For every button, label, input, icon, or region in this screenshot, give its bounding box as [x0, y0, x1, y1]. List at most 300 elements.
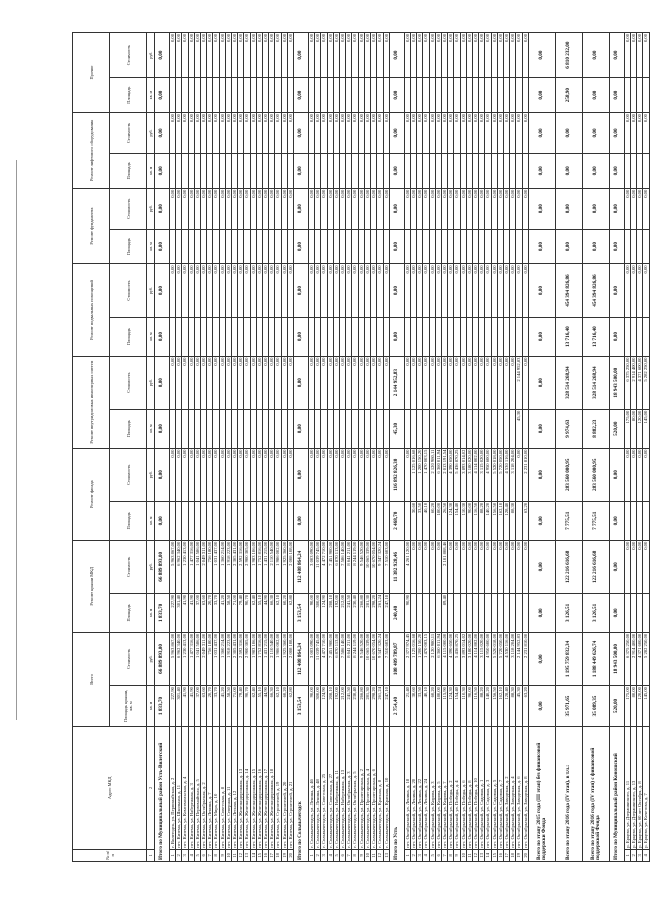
row-value: 0,00: [263, 448, 269, 501]
subtotal-cell: 122 216 616,68: [555, 540, 582, 593]
row-value: 33,50: [417, 501, 423, 540]
row-value: 5 720 050,00: [497, 448, 503, 501]
row-value: 0,00: [497, 540, 503, 593]
row-value: 0,00: [275, 33, 281, 78]
subtotal-cell: 0,00: [294, 229, 309, 264]
row-value: 0,00: [269, 113, 275, 154]
col-header-cost: Стоимость: [110, 264, 147, 317]
row-value: 0,00: [637, 113, 643, 154]
row-value: 2 120 980,11: [429, 632, 435, 685]
row-value: 90,70: [244, 593, 250, 632]
row-value: 6 962 340,00: [176, 632, 182, 685]
row-value: 0,00: [250, 188, 256, 229]
row-value: 0,00: [624, 540, 630, 593]
row-value: 1 125 016,68: [410, 448, 416, 501]
subtotal-cell: 0,00: [155, 113, 170, 154]
row-value: 756 180,00: [207, 632, 213, 685]
row-value: 0,00: [219, 448, 225, 501]
row-value: 1 752 816,00: [256, 632, 262, 685]
row-value: 10 670 054,00: [371, 632, 377, 685]
row-address: г. Сольвычегодск, ул. Красная, д. 8: [377, 726, 383, 849]
row-value: 0,00: [377, 356, 383, 409]
row-address: пгт. Октябрьский, ул. Победы, д. 10: [472, 726, 478, 849]
row-address: пгт. Октябрьский, ул. Ленина, д. 24: [423, 726, 429, 849]
row-value: 0,00: [472, 264, 478, 317]
row-value: 0,00: [637, 448, 643, 501]
row-value: 0,00: [176, 188, 182, 229]
row-value: 192,00: [333, 686, 339, 727]
row-value: 230,40: [352, 593, 358, 632]
row-value: 0,00: [454, 356, 460, 409]
row-value: 298,20: [371, 686, 377, 727]
row-value: 266,80: [358, 593, 364, 632]
row-value: 212,00: [340, 686, 346, 727]
row-value: 0,00: [510, 540, 516, 593]
row-value: 0,00: [454, 113, 460, 154]
col-header-address: Адрес МКД: [73, 726, 147, 849]
row-value: 0,00: [503, 33, 509, 78]
row-number: 4: [423, 849, 429, 861]
row-number: 19: [281, 849, 287, 861]
subtotal-cell: 0,00: [155, 409, 170, 448]
row-address: пгт. Октябрьский, ул. Ленина, д. 20: [410, 726, 416, 849]
row-address: пгт. Кизема, ул. Комсомольская, д. 4: [182, 726, 188, 849]
row-value: 44,90: [263, 593, 269, 632]
row-value: 0,00: [485, 264, 491, 317]
row-address: пгт. Кизема, ул. Школьная, д. 11: [176, 726, 182, 849]
row-address: г. Сольвычегодск, ул. Набережная, д. 11: [333, 726, 339, 849]
row-address: пгт. Кизема, ул. Железнодорожная, д. 15: [250, 726, 256, 849]
row-value: 1 230 413,00: [182, 632, 188, 685]
row-value: 298,20: [371, 593, 377, 632]
row-value: 0,00: [417, 540, 423, 593]
row-address: пгт. Кизема, ул. Железнодорожная, д. 14: [244, 726, 250, 849]
row-value: 0,00: [410, 188, 416, 229]
subtotal-cell: 0,00: [155, 33, 170, 78]
row-address: пгт. Кизема, ул. Железнодорожная, д. 18: [269, 726, 275, 849]
row-value: 5 436 870,25: [454, 632, 460, 685]
row-value: 0,00: [364, 33, 370, 78]
row-value: 40,10: [423, 686, 429, 727]
subtotal-cell: 0,00: [609, 501, 624, 540]
row-value: 1 041 586,00: [194, 540, 200, 593]
row-value: 3 180 020,00: [466, 448, 472, 501]
row-address: пгт. Кизема, ул. Лесная, д. 12: [232, 726, 238, 849]
row-value: 2 592 316,00: [238, 540, 244, 593]
row-value: 0,00: [377, 113, 383, 154]
row-value: 0,00: [472, 33, 478, 78]
row-value: 0,00: [269, 33, 275, 78]
row-value: 60,20: [281, 686, 287, 727]
row-value: 37,00: [194, 593, 200, 632]
row-value: 0,00: [232, 264, 238, 317]
row-value: [643, 317, 649, 356]
row-value: 66,30: [269, 686, 275, 727]
row-number: 14: [485, 849, 491, 861]
row-value: 0,00: [182, 448, 188, 501]
row-number: 11: [232, 849, 238, 861]
row-value: 0,00: [503, 264, 509, 317]
row-value: 0,00: [485, 113, 491, 154]
subtotal-cell: 0,00: [582, 78, 609, 113]
subtotal-row: [294, 33, 309, 862]
row-value: 0,00: [238, 33, 244, 78]
row-value: 2 144 952,83: [516, 356, 522, 409]
row-address: г. Сольвычегодск, ул. Октябрьская, д. 5: [352, 726, 358, 849]
row-number: 5: [429, 849, 435, 861]
row-address: г. Сольвычегодск, ул. Красная, д. 10: [383, 726, 389, 849]
row-number: 12: [377, 849, 383, 861]
row-value: 0,00: [491, 33, 497, 78]
table-body: [155, 33, 650, 862]
row-value: 0,00: [358, 264, 364, 317]
row-value: [643, 153, 649, 188]
row-value: 124,30: [448, 686, 454, 727]
subtotal-cell: 0,00: [528, 33, 555, 78]
row-value: 1 918 223,00: [225, 632, 231, 685]
row-number: 10: [460, 849, 466, 861]
row-value: 0,00: [194, 264, 200, 317]
row-value: 5 520 018,00: [491, 448, 497, 501]
row-address: пгт. Кизема, ул. Железнодорожная, д. 13: [238, 726, 244, 849]
row-value: 3 115 020,00: [479, 448, 485, 501]
subtotal-cell: 18 943 500,00: [609, 356, 624, 409]
row-number: 18: [510, 849, 516, 861]
row-number: 16: [497, 849, 503, 861]
row-value: 0,00: [479, 113, 485, 154]
row-value: 0,00: [207, 448, 213, 501]
row-value: 0,00: [371, 356, 377, 409]
row-address: пгт. Октябрьский, ул. Садовая, д. 1: [479, 726, 485, 849]
row-value: 5 282 250,00: [643, 356, 649, 409]
row-value: 0,00: [201, 448, 207, 501]
row-address: г. Сольвычегодск, ул. Советская, д. 27: [327, 726, 333, 849]
row-number: 10: [364, 849, 370, 861]
row-value: 0,00: [454, 188, 460, 229]
subtotal-cell: 240,40: [389, 593, 404, 632]
row-value: 4 371 600,00: [637, 632, 643, 685]
row-value: 0,00: [263, 264, 269, 317]
row-value: 180,00: [435, 501, 441, 540]
row-value: 0,00: [460, 113, 466, 154]
row-value: 0,00: [188, 113, 194, 154]
row-value: 0,00: [364, 113, 370, 154]
row-value: 0,00: [275, 356, 281, 409]
row-address: г. Сольвычегодск, ул. Ленина, д. 48: [315, 726, 321, 849]
row-number: 1: [404, 849, 410, 861]
subtotal-cell: 0,00: [555, 113, 582, 154]
row-number: 17: [503, 849, 509, 861]
row-value: 0,00: [503, 540, 509, 593]
subtotal-cell: 454 394 826,86: [582, 264, 609, 317]
subtotal-cell: 0,00: [609, 113, 624, 154]
row-value: 0,00: [491, 188, 497, 229]
row-value: 26,50: [441, 501, 447, 540]
col-header-area: Площадь: [110, 409, 147, 448]
subtotal-cell: 328 514 268,94: [555, 356, 582, 409]
subtotal-cell: 0,00: [294, 33, 309, 78]
subtotal-cell: 0,00: [294, 501, 309, 540]
row-value: 0,00: [176, 448, 182, 501]
row-value: 0,00: [281, 448, 287, 501]
row-value: 0,00: [263, 188, 269, 229]
subtotal-cell: 2 468,70: [389, 501, 404, 540]
repair-plan-table: [72, 32, 650, 862]
row-value: 0,00: [201, 188, 207, 229]
row-value: 33,70: [213, 686, 219, 727]
subtotal-label: Итого по Муниципальный район Усть-Вилегский: [155, 726, 170, 861]
row-value: 90,90: [404, 593, 410, 632]
row-value: 208,10: [327, 593, 333, 632]
row-value: 0,00: [516, 448, 522, 501]
row-value: 0,00: [176, 356, 182, 409]
row-value: 10 065 339,00: [364, 540, 370, 593]
row-value: 0,00: [275, 264, 281, 317]
row-value: 0,00: [182, 188, 188, 229]
row-value: 0,00: [423, 356, 429, 409]
row-value: 1 752 816,00: [256, 540, 262, 593]
row-value: 0,00: [358, 33, 364, 78]
subtotal-cell: 0,00: [528, 229, 555, 264]
row-value: 1 925 360,00: [281, 632, 287, 685]
row-value: 0,00: [327, 33, 333, 78]
row-value: 0,00: [637, 188, 643, 229]
subtotal-cell: 0,00: [389, 113, 404, 154]
row-value: 0,00: [429, 264, 435, 317]
subtotal-cell: 0,00: [155, 153, 170, 188]
row-value: 0,00: [377, 33, 383, 78]
row-value: 301,40: [176, 686, 182, 727]
unit-cell: 2: [147, 726, 155, 849]
row-value: 162,10: [497, 686, 503, 727]
unit-cell: кв. м: [147, 229, 155, 264]
row-value: 0,00: [188, 188, 194, 229]
row-value: 6 870 113,00: [333, 540, 339, 593]
subtotal-cell: 1 195 759 832,34: [555, 632, 582, 685]
row-value: 2 101 808,46: [441, 540, 447, 593]
row-value: 266,80: [358, 686, 364, 727]
subtotal-cell: 0,00: [528, 409, 555, 448]
row-value: 1 031 437,00: [213, 632, 219, 685]
row-value: 3 893 014,02: [460, 448, 466, 501]
subtotal-cell: 520,00: [609, 409, 624, 448]
row-value: 62,80: [287, 686, 293, 727]
row-address: пгт. Кизема, ул. Строителей, д. 20: [281, 726, 287, 849]
row-value: 0,00: [510, 356, 516, 409]
subtotal-cell: 0,00: [155, 78, 170, 113]
row-value: 0,00: [630, 448, 636, 501]
row-value: 0,00: [624, 448, 630, 501]
row-value: 0,00: [213, 448, 219, 501]
row-number: 3: [182, 849, 188, 861]
row-value: 0,00: [404, 188, 410, 229]
row-value: 0,00: [630, 264, 636, 317]
row-value: 2 305 431,00: [232, 632, 238, 685]
unit-cell: кв. м: [147, 153, 155, 188]
row-value: 21,40: [404, 686, 410, 727]
row-value: 0,00: [281, 264, 287, 317]
subtotal-cell: 328 514 268,94: [582, 356, 609, 409]
row-value: 0,00: [340, 448, 346, 501]
row-value: 110,30: [460, 501, 466, 540]
row-value: 0,00: [225, 188, 231, 229]
row-value: 0,00: [256, 264, 262, 317]
unit-cell: руб.: [147, 632, 155, 685]
row-value: 0,00: [472, 188, 478, 229]
row-value: 1 986 002,00: [275, 540, 281, 593]
subtotal-cell: 0,00: [555, 188, 582, 229]
col-header-area: Площадь: [110, 78, 147, 113]
subtotal-cell: 0,00: [389, 229, 404, 264]
row-value: 180,00: [435, 686, 441, 727]
col-header-cost: Стоимость: [110, 448, 147, 501]
row-value: 8 244 119,00: [352, 632, 358, 685]
row-value: 0,00: [219, 264, 225, 317]
subtotal-cell: 0,00: [609, 540, 624, 593]
page-margin-line: [16, 160, 20, 720]
subtotal-cell: 3 126,51: [582, 593, 609, 632]
subtotal-cell: 0,00: [582, 33, 609, 78]
row-value: 1 477 316,00: [188, 540, 194, 593]
subtotal-label: Итого по Муниципальный район Коношский: [609, 726, 624, 861]
row-value: 0,00: [309, 113, 315, 154]
row-number: 20: [522, 849, 528, 861]
row-value: 124,90: [321, 593, 327, 632]
row-value: 0,00: [485, 188, 491, 229]
row-value: 0,00: [182, 33, 188, 78]
row-value: 90,70: [244, 686, 250, 727]
row-address: пгт. Октябрьский, ул. Кирова, д. 7: [441, 726, 447, 849]
row-value: 2 900 305,00: [244, 632, 250, 685]
row-number: 4: [188, 849, 194, 861]
subtotal-cell: 0,00: [528, 78, 555, 113]
row-value: 0,00: [194, 33, 200, 78]
col-header-area: Площадь: [110, 153, 147, 188]
row-value: 55,10: [256, 686, 262, 727]
row-address: пгт. Октябрьский, ул. Победы, д. 8: [466, 726, 472, 849]
row-value: 0,00: [630, 540, 636, 593]
row-number: 20: [287, 849, 293, 861]
subtotal-cell: 520,00: [609, 686, 624, 727]
row-value: 0,00: [435, 113, 441, 154]
row-value: 0,00: [454, 264, 460, 317]
row-value: 0,00: [170, 113, 176, 154]
row-value: 4 390 650,00: [448, 632, 454, 685]
row-value: 0,00: [516, 113, 522, 154]
row-value: 0,00: [244, 448, 250, 501]
row-value: 10 670 054,00: [371, 540, 377, 593]
row-value: 124,30: [448, 501, 454, 540]
row-value: 0,00: [315, 356, 321, 409]
subtotal-cell: 0,00: [582, 229, 609, 264]
row-value: 0,00: [466, 113, 472, 154]
row-value: 0,00: [624, 264, 630, 317]
row-value: 0,00: [497, 188, 503, 229]
row-value: 0,00: [225, 264, 231, 317]
row-value: 0,00: [448, 188, 454, 229]
row-value: 4 530 116,00: [503, 448, 509, 501]
row-value: 33,50: [417, 686, 423, 727]
row-value: 0,00: [263, 113, 269, 154]
header-row-groups: [73, 33, 110, 862]
table-row: [643, 33, 649, 862]
row-value: 0,00: [327, 264, 333, 317]
subtotal-cell: 66 889 893,00: [155, 540, 170, 593]
row-address: пгт. Кизема, ул. Октябрьская, д. 2: [201, 726, 207, 849]
subtotal-cell: 112 408 864,24: [294, 540, 309, 593]
row-value: 0,00: [643, 448, 649, 501]
row-value: 154,40: [454, 686, 460, 727]
row-value: 0,00: [491, 540, 497, 593]
row-value: 1 431 215,00: [263, 632, 269, 685]
subtotal-cell: 0,00: [155, 188, 170, 229]
row-number: 6: [340, 849, 346, 861]
row-value: 0,00: [516, 540, 522, 593]
row-value: 0,00: [383, 448, 389, 501]
row-value: 3 893 014,02: [460, 632, 466, 685]
row-value: 1 918 223,00: [225, 540, 231, 593]
row-value: 88,20: [479, 686, 485, 727]
row-value: 2 914 400,00: [630, 356, 636, 409]
row-value: 140,20: [485, 501, 491, 540]
row-value: 0,00: [232, 448, 238, 501]
row-value: 0,00: [630, 188, 636, 229]
row-value: 0,00: [250, 356, 256, 409]
row-value: 0,00: [225, 356, 231, 409]
row-value: 0,00: [383, 113, 389, 154]
row-value: 0,00: [510, 264, 516, 317]
subtotal-cell: 0,00: [294, 153, 309, 188]
row-address: пгт. Кизема, ул. Ленина, д. 7: [207, 726, 213, 849]
subtotal-label: Итого по Сольвычегодск: [294, 726, 309, 861]
row-value: 6 360 011,94: [435, 448, 441, 501]
row-value: 0,00: [321, 264, 327, 317]
row-value: 0,00: [358, 356, 364, 409]
row-value: 0,00: [441, 33, 447, 78]
col-header-cost: Стоимость: [110, 356, 147, 409]
row-value: 0,00: [624, 188, 630, 229]
col-header-basement: Ремонт подвальных помещений: [73, 264, 110, 356]
row-value: 0,00: [281, 33, 287, 78]
row-value: 0,00: [497, 113, 503, 154]
row-value: 2 231 810,00: [522, 448, 528, 501]
subtotal-cell: 18 943 500,00: [609, 632, 624, 685]
row-value: 6 360 011,94: [435, 632, 441, 685]
row-value: 60,20: [429, 501, 435, 540]
col-header-area: Площадь: [110, 229, 147, 264]
row-value: 9 347 320,24: [377, 632, 383, 685]
row-address: пгт. Кизема, ул. Советская, д. 8: [219, 726, 225, 849]
unit-cell: 1: [147, 849, 155, 861]
row-value: 0,00: [364, 448, 370, 501]
subtotal-cell: 0,00: [528, 540, 555, 593]
subtotal-cell: 1 188 449 626,74: [582, 632, 609, 685]
row-value: 0,00: [182, 264, 188, 317]
row-value: 0,00: [250, 113, 256, 154]
row-number: 13: [244, 849, 250, 861]
subtotal-cell: 0,00: [389, 317, 404, 356]
row-value: 3 115 020,00: [479, 632, 485, 685]
row-value: 9 347 320,24: [377, 540, 383, 593]
unit-cell: кв. м: [147, 78, 155, 113]
row-number: 9: [358, 849, 364, 861]
row-value: 4 390 650,00: [448, 448, 454, 501]
row-value: 156,50: [491, 686, 497, 727]
subtotal-cell: 2 754,40: [389, 686, 404, 727]
row-address: пгт. Кизема, ул. Строителей, д. 19: [275, 726, 281, 849]
row-value: 5 520 018,00: [491, 632, 497, 685]
row-value: 0,00: [207, 33, 213, 78]
